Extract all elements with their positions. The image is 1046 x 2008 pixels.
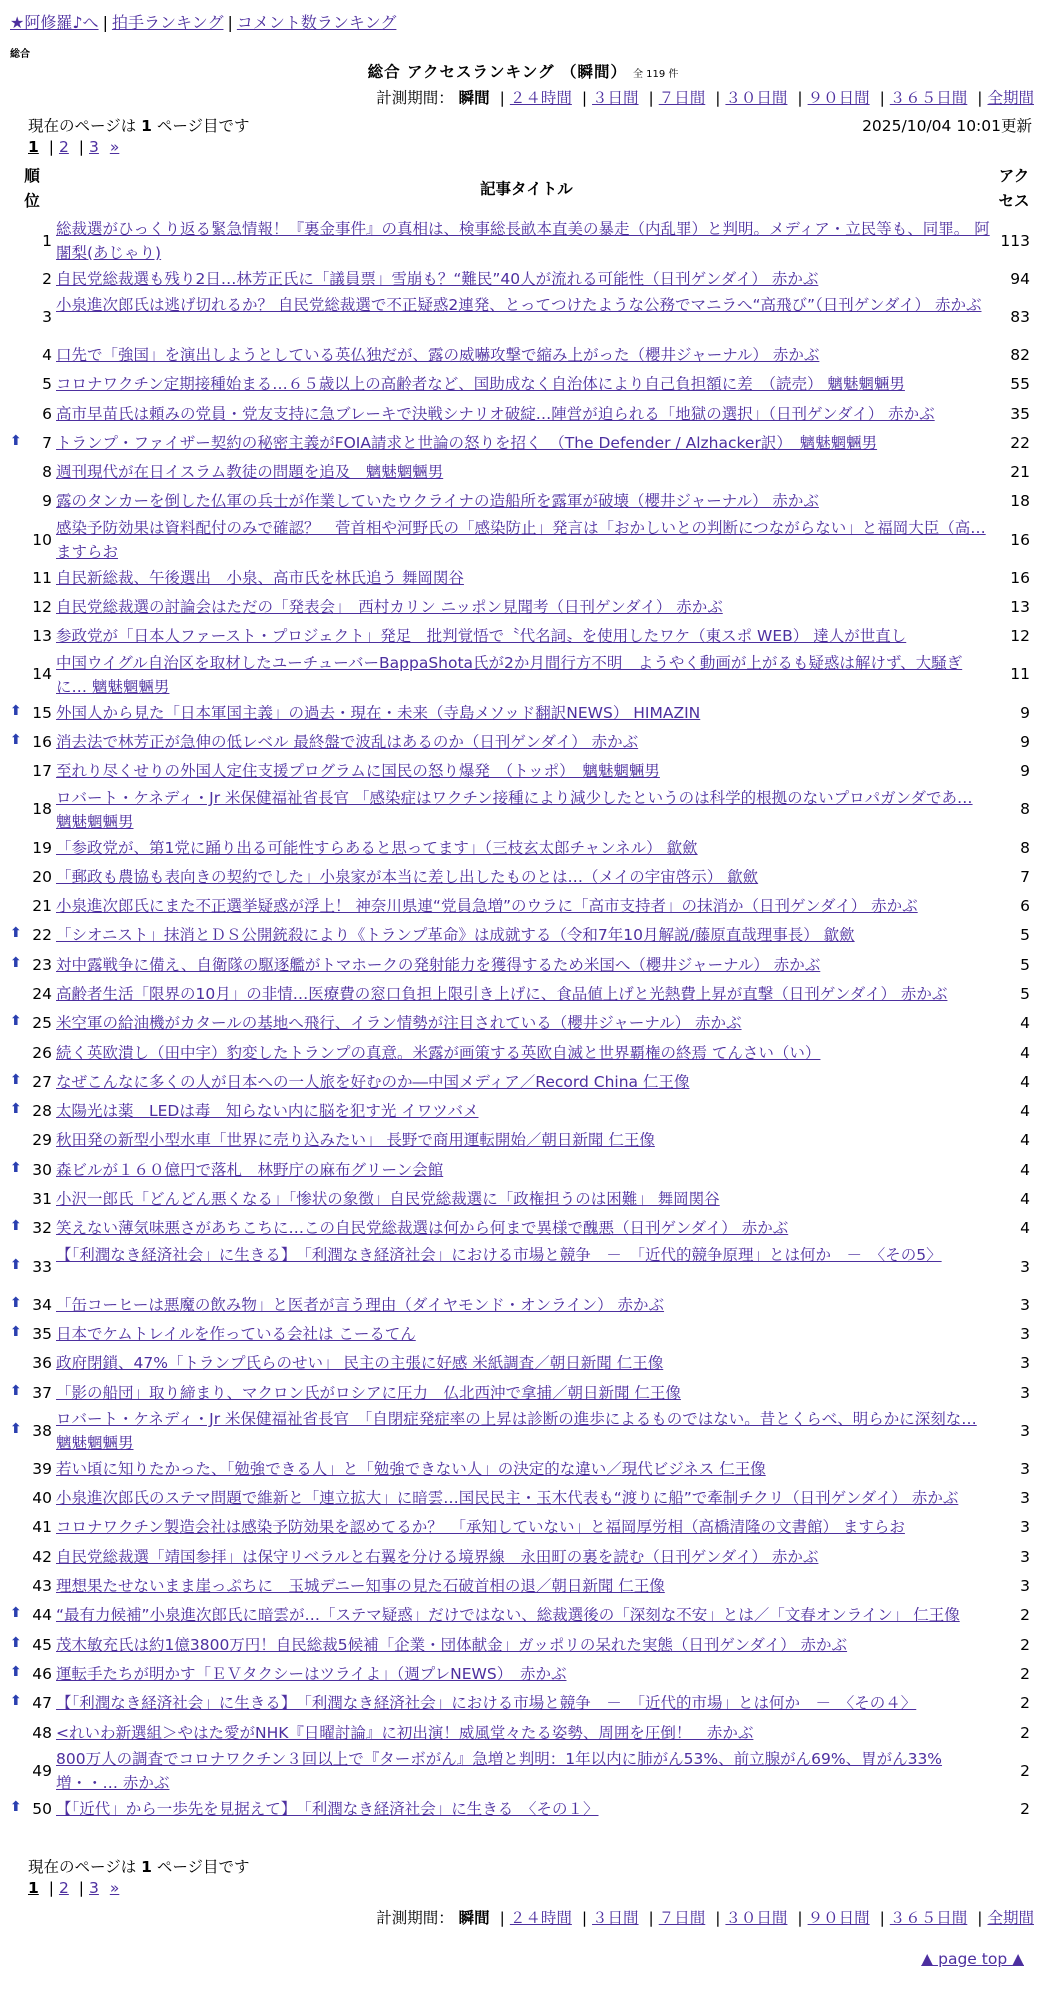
article-link[interactable]: 口先で「強国」を演出しようとしている英仏独だが、露の威嚇攻撃で縮み上がった（櫻井ジャーナル） 赤かぶ [56,345,820,364]
table-row [0,428,1046,457]
period-current: 瞬間 [458,89,490,107]
table-row [0,1794,1046,1823]
row-access-count: 16 [1010,568,1030,587]
row-access-count: 5 [1020,984,1030,1003]
row-access-count: 16 [1010,530,1030,549]
row-rank: 40 [32,1489,52,1508]
row-access-count: 3 [1020,1324,1030,1343]
table-row [0,1407,1046,1454]
period-link-30d[interactable]: ３０日間 [725,1909,788,1927]
article-link[interactable]: 【「利潤なき経済社会」に生きる】 「利潤なき経済社会」における市場と競争 － 「近代的市場」とは何か － 〈その４〉 [56,1694,917,1713]
rank-up-arrow-icon: ⬆ [10,1634,22,1651]
period-selector-top: 計測期間： 瞬間 | ２４時間 | ３日間 | ７日間 | ３０日間 | ９０日間 | ３６５日間 | 全期間 [376,89,1034,107]
rank-up-arrow-icon: ⬆ [10,1663,22,1680]
row-access-count: 83 [1010,307,1030,326]
row-access-count: 3 [1020,1518,1030,1537]
row-access-count: 8 [1020,838,1030,857]
row-rank: 4 [42,345,52,364]
table-row [0,370,1046,399]
rank-up-arrow-icon: ⬆ [10,1071,22,1088]
row-rank: 33 [32,1257,52,1276]
pager-bottom: 1 | 2 | 3 » [28,1879,120,1897]
table-row [0,563,1046,592]
row-rank: 37 [32,1383,52,1402]
article-link[interactable]: 小泉進次郎氏にまた不正選挙疑惑が浮上！ 神奈川県連“党員急増”のウラに「高市支持者」の抹消か（日刊ゲンダイ） 赤かぶ [56,897,918,916]
row-access-count: 12 [1010,627,1030,646]
article-link[interactable]: 自民党総裁選の討論会はただの「発表会」 西村カリン ニッポン見聞考（日刊ゲンダイ） 赤かぶ [56,598,723,617]
row-access-count: 9 [1020,732,1030,751]
row-rank: 11 [32,568,52,587]
table-row [0,1184,1046,1213]
row-rank: 13 [32,627,52,646]
title-header: 記事タイトル [480,180,573,198]
table-row [0,1155,1046,1184]
row-access-count: 4 [1020,1102,1030,1121]
article-link[interactable]: 高齢者生活「限界の10月」の非情…医療費の窓口負担上限引き上げに、食品値上げと光熱費上昇が直撃（日刊ゲンダイ） 赤かぶ [56,984,948,1003]
table-header [0,164,1046,214]
article-link[interactable]: 感染予防効果は資料配付のみで確認？ 菅首相や河野氏の「感染防止」発言は「おかしいとの判断につながらない」と福岡大臣（高… ますらお [56,519,986,562]
row-access-count: 3 [1020,1421,1030,1440]
table-row [0,727,1046,756]
table-row [0,1542,1046,1571]
article-link[interactable]: 【「利潤なき経済社会」に生きる】 「利潤なき経済社会」における市場と競争 － 「近代的競争原理」とは何か － 〈その5〉 [56,1246,942,1265]
table-row [0,1454,1046,1483]
row-rank: 2 [42,269,52,288]
row-rank: 18 [32,800,52,819]
row-rank: 9 [42,492,52,511]
row-access-count: 3 [1020,1354,1030,1373]
article-link[interactable]: 理想果たせないまま崖っぷちに 玉城デニー知事の見た石破首相の退／朝日新聞 仁王像 [56,1577,665,1596]
table-row [0,264,1046,293]
row-access-count: 4 [1020,1190,1030,1209]
article-link[interactable]: 参政党が「日本人ファースト・プロジェクト」発足 批判覚悟で〝代名詞〟を使用したワケ（東スポ WEB） 達人が世直し [56,627,907,646]
table-row [0,1038,1046,1067]
article-link[interactable]: 日本でケムトレイルを作っている会社は こーるてん [56,1324,416,1343]
row-access-count: 94 [1010,269,1030,288]
table-row [0,1747,1046,1794]
article-link[interactable]: ロバート・ケネディ・Jr 米保健福祉省長官 「自閉症発症率の上昇は診断の進歩によるものではない。昔とくらべ、明らかに深刻な… 魑魅魍魎男 [56,1410,977,1453]
table-row [0,1571,1046,1600]
row-rank: 38 [32,1421,52,1440]
ranking-list [0,217,1046,1823]
article-link[interactable]: 小泉進次郎氏のステマ問題で維新と「連立拡大」に暗雲…国民民主・玉木代表も“渡りに船”で牽制チクリ（日刊ゲンダイ） 赤かぶ [56,1489,959,1508]
article-link[interactable]: <れいわ新選組＞やはた愛がNHK『日曜討論』に初出演！威風堂々たる姿勢、周囲を圧倒！ 赤かぶ [56,1723,754,1742]
home-link[interactable]: ★阿修羅♪へ [10,13,99,32]
article-link[interactable]: 秋田発の新型小型水車「世界に売り込みたい」 長野で商用運転開始／朝日新聞 仁王像 [56,1131,655,1150]
row-access-count: 7 [1020,867,1030,886]
article-link[interactable]: 小沢一郎氏「どんどん悪くなる」「惨状の象徴」自民党総裁選に「政権担うのは困難」 舞岡関谷 [56,1190,720,1209]
row-access-count: 6 [1020,897,1030,916]
page-title [0,60,1046,82]
table-row [0,1349,1046,1378]
top-navigation: ★阿修羅♪へ | 拍手ランキング | コメント数ランキング [10,13,397,32]
row-access-count: 113 [1000,231,1030,250]
table-row [0,487,1046,516]
row-access-count: 35 [1010,404,1030,423]
row-rank: 29 [32,1131,52,1150]
period-link-30d[interactable]: ３０日間 [725,89,788,107]
table-row [0,1659,1046,1688]
row-rank: 20 [32,867,52,886]
rank-up-arrow-icon: ⬆ [10,925,22,942]
rank-up-arrow-icon: ⬆ [10,1420,22,1437]
table-row [0,862,1046,891]
table-row [0,979,1046,1008]
row-rank: 49 [32,1761,52,1780]
row-access-count: 18 [1010,492,1030,511]
row-access-count: 4 [1020,1043,1030,1062]
row-rank: 25 [32,1014,52,1033]
table-row [0,1689,1046,1718]
period-link-90d[interactable]: ９０日間 [807,89,870,107]
row-rank: 27 [32,1072,52,1091]
row-access-count: 3 [1020,1489,1030,1508]
rank-up-arrow-icon: ⬆ [10,1693,22,1710]
rank-up-arrow-icon: ⬆ [10,1323,22,1340]
row-access-count: 4 [1020,1014,1030,1033]
row-rank: 19 [32,838,52,857]
period-selector-bottom: 計測期間： 瞬間 | ２４時間 | ３日間 | ７日間 | ３０日間 | ９０日間 | ３６５日間 | 全期間 [376,1909,1034,1927]
row-access-count: 5 [1020,955,1030,974]
row-rank: 46 [32,1664,52,1683]
row-rank: 15 [32,703,52,722]
table-row [0,1513,1046,1542]
row-access-count: 13 [1010,598,1030,617]
table-row [0,833,1046,862]
row-rank: 8 [42,463,52,482]
article-link[interactable]: “最有力候補”小泉進次郎氏に暗雲が…「ステマ疑惑」だけではない、総裁選後の「深刻な不安」とは／「文春オンライン」 仁王像 [56,1606,960,1625]
article-link[interactable]: 若い頃に知りたかった、「勉強できる人」と「勉強できない人」の決定的な違い／現代ビジネス 仁王像 [56,1459,766,1478]
row-rank: 44 [32,1606,52,1625]
applause-ranking-link[interactable]: 拍手ランキング [111,13,224,32]
table-row [0,293,1046,340]
rank-up-arrow-icon: ⬆ [10,731,22,748]
table-row [0,1243,1046,1290]
row-rank: 22 [32,926,52,945]
row-rank: 36 [32,1354,52,1373]
row-rank: 24 [32,984,52,1003]
article-link[interactable]: 太陽光は薬 LEDは毒 知らない内に脳を犯す光 イワツバメ [56,1102,479,1121]
pager-page-3[interactable]: 3 [89,138,99,156]
period-link-7d[interactable]: ７日間 [658,89,706,107]
table-row [0,1290,1046,1319]
table-row [0,786,1046,833]
pager-page-3[interactable]: 3 [89,1879,99,1897]
row-access-count: 8 [1020,800,1030,819]
article-link[interactable]: 小泉進次郎氏は逃げ切れるか？ 自民党総裁選で不正疑惑2連発、とってつけたような公務でマニラへ“高飛び”（日刊ゲンダイ） 赤かぶ [56,296,982,315]
row-rank: 26 [32,1043,52,1062]
pager-page-2[interactable]: 2 [58,1879,69,1897]
table-row [0,399,1046,428]
table-row [0,1601,1046,1630]
table-row [0,891,1046,920]
article-link[interactable]: コロナワクチン製造会社は感染予防効果を認めてるか？ 「承知していない」と福岡厚労相（高橋清隆の文書館） ますらお [56,1518,905,1537]
rank-up-arrow-icon: ⬆ [10,1294,22,1311]
period-link-365d[interactable]: ３６５日間 [889,89,968,107]
row-rank: 6 [42,404,52,423]
row-rank: 23 [32,955,52,974]
article-link[interactable]: 消去法で林芳正が急伸の低レベル 最終盤で波乱はあるのか（日刊ゲンダイ） 赤かぶ [56,732,639,751]
article-link[interactable]: 外国人から見た「日本軍国主義」の過去・現在・未来（寺島メソッド翻訳NEWS） HIMAZIN [56,703,701,722]
table-row [0,1718,1046,1747]
row-access-count: 9 [1020,703,1030,722]
period-link-365d[interactable]: ３６５日間 [889,1909,968,1927]
row-rank: 34 [32,1295,52,1314]
row-access-count: 82 [1010,345,1030,364]
row-access-count: 2 [1020,1606,1030,1625]
row-rank: 16 [32,732,52,751]
rank-up-arrow-icon: ⬆ [10,1798,22,1815]
table-row [0,1126,1046,1155]
period-link-24h[interactable]: ２４時間 [509,1909,572,1927]
table-row [0,1067,1046,1096]
row-access-count: 2 [1020,1761,1030,1780]
article-link[interactable]: コロナワクチン定期接種始まる…６５歳以上の高齢者など、国助成なく自治体により自己負担額に差 （読売） 魑魅魍魎男 [56,375,905,394]
article-link[interactable]: 続く英欧潰し（田中宇）豹変したトランプの真意。米露が画策する英欧自滅と世界覇権の終焉 てんさい（い） [56,1043,821,1062]
article-link[interactable]: 総裁選がひっくり返る緊急情報！『裏金事件』の真相は、検事総長畝本直美の暴走（内乱罪）と判明。メディア・立民等も、同罪。 阿闍梨(あじゃり) [56,220,990,262]
period-link-all[interactable]: 全期間 [987,89,1034,107]
period-label: 計測期間： [376,89,454,107]
article-link[interactable]: 「シオニスト」抹消とＤＳ公開銃殺により《トランプ革命》は成就する（令和7年10月解説/藤原直哉理事長） 歙歛 [56,926,855,945]
pager-page-2[interactable]: 2 [58,138,69,156]
table-row [0,217,1046,264]
table-row [0,1009,1046,1038]
row-access-count: 4 [1020,1131,1030,1150]
row-access-count: 11 [1010,665,1030,684]
ranking-title: 総合 アクセスランキング （瞬間） [367,63,627,81]
article-link[interactable]: 自民党総裁選も残り2日…林芳正氏に「議員票」雪崩も？“難民”40人が流れる可能性（日刊ゲンダイ） 赤かぶ [56,269,819,288]
row-rank: 43 [32,1577,52,1596]
table-row [0,698,1046,727]
row-access-count: 4 [1020,1219,1030,1238]
article-link[interactable]: 自民新総裁、午後選出 小泉、高市氏を林氏追う 舞岡関谷 [56,568,464,587]
access-header: アク セス [998,167,1030,210]
rank-up-arrow-icon: ⬆ [10,1256,22,1273]
rank-up-arrow-icon: ⬆ [10,432,22,449]
rank-up-arrow-icon: ⬆ [10,1605,22,1622]
article-link[interactable]: 「缶コーヒーは悪魔の飲み物」と医者が言う理由（ダイヤモンド・オンライン） 赤かぶ [56,1295,665,1314]
article-link[interactable]: トランプ・ファイザー契約の秘密主義がFOIA請求と世論の怒りを招く （The Defender / Alzhacker訳） 魑魅魍魎男 [56,433,878,452]
pager-next[interactable]: » [109,1879,120,1897]
pager-current: 1 [28,1879,39,1897]
period-link-3d[interactable]: ３日間 [592,89,639,107]
table-row [0,1630,1046,1659]
updated-timestamp: 2025/10/04 10:01更新 [862,117,1032,135]
row-access-count: 2 [1020,1664,1030,1683]
article-link[interactable]: なぜこんなに多くの人が日本への一人旅を好むのか―中国メディア／Record China 仁王像 [56,1072,690,1091]
row-rank: 21 [32,897,52,916]
article-link[interactable]: 至れり尽くせりの外国人定住支援プログラムに国民の怒り爆発 （トッポ） 魑魅魍魎男 [56,762,660,781]
table-row [0,1319,1046,1348]
row-rank: 1 [42,231,52,250]
row-rank: 12 [32,598,52,617]
row-rank: 3 [42,307,52,326]
row-access-count: 55 [1010,375,1030,394]
article-link[interactable]: 中国ウイグル自治区を取材したユーチューバーBappaShota氏が2か月間行方不明 ようやく動画が上がるも疑惑は解けず、大騒ぎに… 魑魅魍魎男 [56,653,963,696]
article-link[interactable]: 【「近代」から一歩先を見据えて】 「利潤なき経済社会」に生きる 〈その１〉 [56,1799,599,1818]
row-rank: 14 [32,665,52,684]
table-row [0,651,1046,698]
row-rank: 45 [32,1635,52,1654]
row-rank: 17 [32,762,52,781]
row-access-count: 5 [1020,926,1030,945]
article-link[interactable]: 800万人の調査でコロナワクチン３回以上で『ターボがん』急増と判明：1年以内に肺がん53%、前立腺がん69%、胃がん33%増・・… 赤かぶ [56,1750,943,1793]
row-rank: 28 [32,1102,52,1121]
rank-header: 順 位 [24,167,40,210]
article-link[interactable]: 露のタンカーを倒した仏軍の兵士が作業していたウクライナの造船所を露軍が破壊（櫻井ジャーナル） 赤かぶ [56,492,819,511]
article-link[interactable]: 対中露戦争に備え、自衛隊の駆逐艦がトマホークの発射能力を獲得するため米国へ（櫻井ジャーナル） 赤かぶ [56,955,821,974]
row-access-count: 4 [1020,1072,1030,1091]
period-link-3d[interactable]: ３日間 [592,1909,639,1927]
row-access-count: 3 [1020,1577,1030,1596]
row-rank: 7 [42,433,52,452]
rank-up-arrow-icon: ⬆ [10,1013,22,1030]
article-link[interactable]: 「参政党が、第1党に踊り出る可能性すらあると思ってます」（三枝玄太郎チャンネル） 歙歛 [56,838,698,857]
row-access-count: 3 [1020,1295,1030,1314]
period-link-7d[interactable]: ７日間 [658,1909,706,1927]
row-access-count: 2 [1020,1694,1030,1713]
row-rank: 50 [32,1799,52,1818]
row-access-count: 22 [1010,433,1030,452]
row-rank: 32 [32,1219,52,1238]
rank-up-arrow-icon: ⬆ [10,702,22,719]
article-link[interactable]: 笑えない薄気味悪さがあちこちに…この自民党総裁選は何から何まで異様で醜悪（日刊ゲンダイ） 赤かぶ [56,1219,789,1238]
row-access-count: 3 [1020,1459,1030,1478]
period-current: 瞬間 [458,1909,490,1927]
row-rank: 42 [32,1547,52,1566]
rank-up-arrow-icon: ⬆ [10,954,22,971]
row-access-count: 3 [1020,1257,1030,1276]
row-rank: 41 [32,1518,52,1537]
total-count: 全 119 件 [632,69,679,80]
row-rank: 47 [32,1694,52,1713]
row-access-count: 2 [1020,1799,1030,1818]
row-access-count: 3 [1020,1383,1030,1402]
pager-current: 1 [28,138,39,156]
article-link[interactable]: 運転手たちが明かす「ＥＶタクシーはツライよ」（週プレNEWS） 赤かぶ [56,1664,567,1683]
row-rank: 5 [42,375,52,394]
page-info-top: 現在のページは 1 ページ目です [28,117,250,135]
rank-up-arrow-icon: ⬆ [10,1159,22,1176]
row-rank: 31 [32,1190,52,1209]
article-link[interactable]: 森ビルが１６０億円で落札 林野庁の麻布グリーン会館 [56,1160,444,1179]
row-access-count: 2 [1020,1635,1030,1654]
page-top-link[interactable]: ▲ page top ▲ [921,1950,1024,1968]
period-link-24h[interactable]: ２４時間 [509,89,572,107]
page-info-bottom: 現在のページは 1 ページ目です [28,1858,250,1876]
row-access-count: 3 [1020,1547,1030,1566]
page-top [921,1950,1024,1968]
article-link[interactable]: 自民党総裁選「靖国参拝」は保守リベラルと右翼を分ける境界線 永田町の裏を読む（日刊ゲンダイ） 赤かぶ [56,1547,819,1566]
table-row [0,622,1046,651]
rank-up-arrow-icon: ⬆ [10,1382,22,1399]
article-link[interactable]: ロバート・ケネディ・Jr 米保健福祉省長官 「感染症はワクチン接種により減少したというのは科学的根拠のないプロパガンダであ… 魑魅魍魎男 [56,788,973,831]
period-link-all[interactable]: 全期間 [987,1909,1034,1927]
table-row [0,921,1046,950]
period-link-90d[interactable]: ９０日間 [807,1909,870,1927]
rank-up-arrow-icon: ⬆ [10,1218,22,1235]
row-rank: 48 [32,1723,52,1742]
row-access-count: 4 [1020,1160,1030,1179]
table-row [0,457,1046,486]
article-link[interactable]: 政府閉鎖、47%「トランプ氏らのせい」 民主の主張に好感 米紙調査／朝日新聞 仁王像 [56,1354,664,1373]
row-access-count: 2 [1020,1723,1030,1742]
period-label: 計測期間： [376,1909,454,1927]
article-link[interactable]: 「郵政も農協も表向きの契約でした」小泉家が本当に差し出したものとは…（メイの宇宙啓示） 歙歛 [56,867,759,886]
table-row [0,592,1046,621]
table-row [0,516,1046,563]
row-rank: 35 [32,1324,52,1343]
row-access-count: 9 [1020,762,1030,781]
article-link[interactable]: 「影の船団」取り締まり、マクロン氏がロシアに圧力 仏北西沖で拿捕／朝日新聞 仁王像 [56,1383,681,1402]
article-link[interactable]: 米空軍の給油機がカタールの基地へ飛行、イラン情勢が注目されている（櫻井ジャーナル） 赤かぶ [56,1014,742,1033]
table-row [0,1484,1046,1513]
article-link[interactable]: 茂木敏充氏は約1億3800万円！自民総裁5候補「企業・団体献金」ガッポリの呆れた実態（日刊ゲンダイ） 赤かぶ [56,1635,848,1654]
pager-next[interactable]: » [109,138,120,156]
article-link[interactable]: 高市早苗氏は頼みの党員・党友支持に急ブレーキで決戦シナリオ破綻…陣営が迫られる「地獄の選択」（日刊ゲンダイ） 赤かぶ [56,404,935,423]
table-row [0,1214,1046,1243]
table-row [0,757,1046,786]
pager-top: 1 | 2 | 3 » [28,138,120,156]
row-rank: 10 [32,530,52,549]
table-row [0,340,1046,369]
article-link[interactable]: 週刊現代が在日イスラム教徒の問題を追及 魑魅魍魎男 [56,463,444,482]
row-rank: 30 [32,1160,52,1179]
comments-ranking-link[interactable]: コメント数ランキング [236,13,397,32]
table-row [0,1378,1046,1407]
row-rank: 39 [32,1459,52,1478]
rank-up-arrow-icon: ⬆ [10,1101,22,1118]
table-row [0,950,1046,979]
category-label: 総合 [10,49,30,60]
row-access-count: 21 [1010,463,1030,482]
table-row [0,1097,1046,1126]
